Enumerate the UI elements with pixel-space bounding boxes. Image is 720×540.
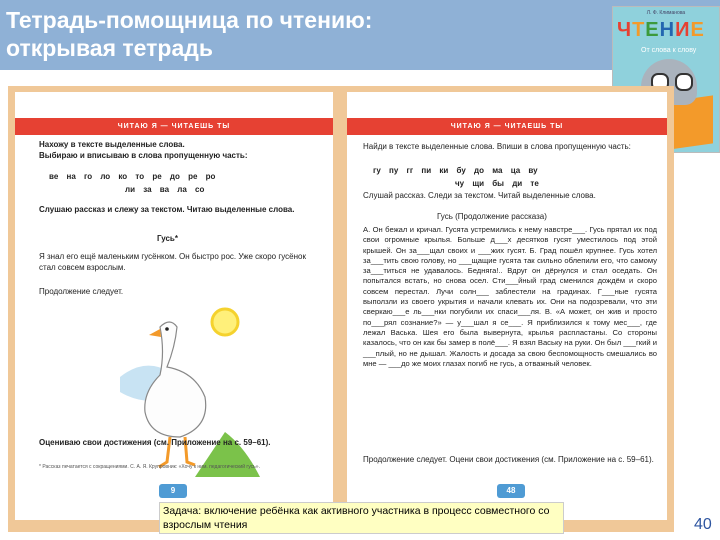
left-assessment: Оцениваю свои достижения (см. Приложение на с. 59–61). xyxy=(39,438,271,447)
left-syllables-row-1: ве на го ло ко то ре до ре ро xyxy=(49,172,216,181)
cover-subtitle: От слова к слову xyxy=(641,47,697,54)
right-story-title: Гусь (Продолжение рассказа) xyxy=(437,212,547,221)
cover-author: Л. Ф. Климанова xyxy=(646,10,686,16)
left-story-title: Гусь* xyxy=(157,234,178,243)
left-story-text: Я знал его ещё маленьким гусёнком. Он быстро рос. Уже скоро гусёнок стал совсем взрослым. xyxy=(39,252,306,272)
goose-illustration xyxy=(115,297,265,487)
left-page-number: 9 xyxy=(159,484,187,498)
right-instruction-2: Слушай рассказ. Следи за текстом. Читай выделенные слова. xyxy=(363,191,596,200)
left-page-header: ЧИТАЮ Я — ЧИТАЕШЬ ТЫ xyxy=(15,118,333,135)
slide-number: 40 xyxy=(694,516,712,533)
right-syllables-row-2: чу щи бы ди те xyxy=(455,179,539,188)
cover-title-text: ЧТЕНИЕ xyxy=(617,19,705,41)
sun-illustration xyxy=(212,309,238,335)
slide-title: Тетрадь-помощница по чтению: открывая тетрадь xyxy=(6,7,373,61)
left-instruction-3: Слушаю рассказ и слежу за текстом. Читаю выделенные слова. xyxy=(39,205,295,214)
left-instructions xyxy=(39,140,319,161)
right-syllables-row-1: гу пу гг пи ки бу до ма ца ву xyxy=(373,166,538,175)
right-instruction-1: Найди в тексте выделенные слова. Впиши в слова пропущенную часть: xyxy=(363,142,631,151)
right-story-text: А. Он бежал и кричал. Гусята устремились к нему навстре___. Гусь прятал их под свои огромные крылья. Больше д___х десятков гусят уместилось под этой крышей. Он за___щал своих и ___жих гусят. Б. Град пошёл крупнее. Гусь хотел за___тить свою голову, но ___щащие гусята так сильно облепили его, что самому за___титься не удавалось. Бедняга!.. Вдруг он дёрнулся и стал оседать. Он попытался встать, но снова осел. Сти___йный град сменился дождём и скоро совсем перестал. Лучи солн___ заблестели на градинах. Г___ные гусята выползли из своего укрытия и начали клевать их. Они на подозревали, что эти сверкаю___е ль___нки погубили их спаси___ля. В. «А может, он жив и просто по___рял сознание?» — у___шал я се___. Я приблизился к тому мес___, где лежал Васька. Шея его была вывернута, крылья распластаны. Со стороны казалось, что он как бы замер в полё___. Я взял Ваську на руки. Он был ___гкий и ___плый, но не дышал. Жалость и досада за свою беспомощность смешались во мне — ___до же моих глазах погиб не гусь, а отважный человек. xyxy=(363,225,657,368)
right-page-number: 48 xyxy=(497,484,525,498)
right-continuation: Продолжение следует. Оцени свои достижения (см. Приложение на с. 59–61). xyxy=(363,455,654,464)
left-page xyxy=(15,92,333,520)
left-footnote: * Рассказ печатается с сокращениями. С. А. Я. Крупровник: «Хочу к ним. педагогический гусь». xyxy=(39,464,260,470)
left-instruction-1: Нахожу в тексте выделенные слова. xyxy=(39,140,185,149)
goose-eye xyxy=(165,327,169,331)
left-continuation: Продолжение следует. xyxy=(39,287,124,296)
goose-beak xyxy=(149,329,161,337)
left-instruction-2: Выбираю и вписываю в слова пропущенную часть: xyxy=(39,150,248,160)
cover-cat-eye-right xyxy=(675,73,693,91)
right-page xyxy=(347,92,667,520)
left-syllables-row-2: ли за ва ла со xyxy=(125,185,205,194)
cover-title xyxy=(617,19,705,42)
task-caption: Задача: включение ребёнка как активного участника в процесс совместного со взрослым чтения xyxy=(159,502,564,534)
right-page-header: ЧИТАЮ Я — ЧИТАЕШЬ ТЫ xyxy=(347,118,667,135)
